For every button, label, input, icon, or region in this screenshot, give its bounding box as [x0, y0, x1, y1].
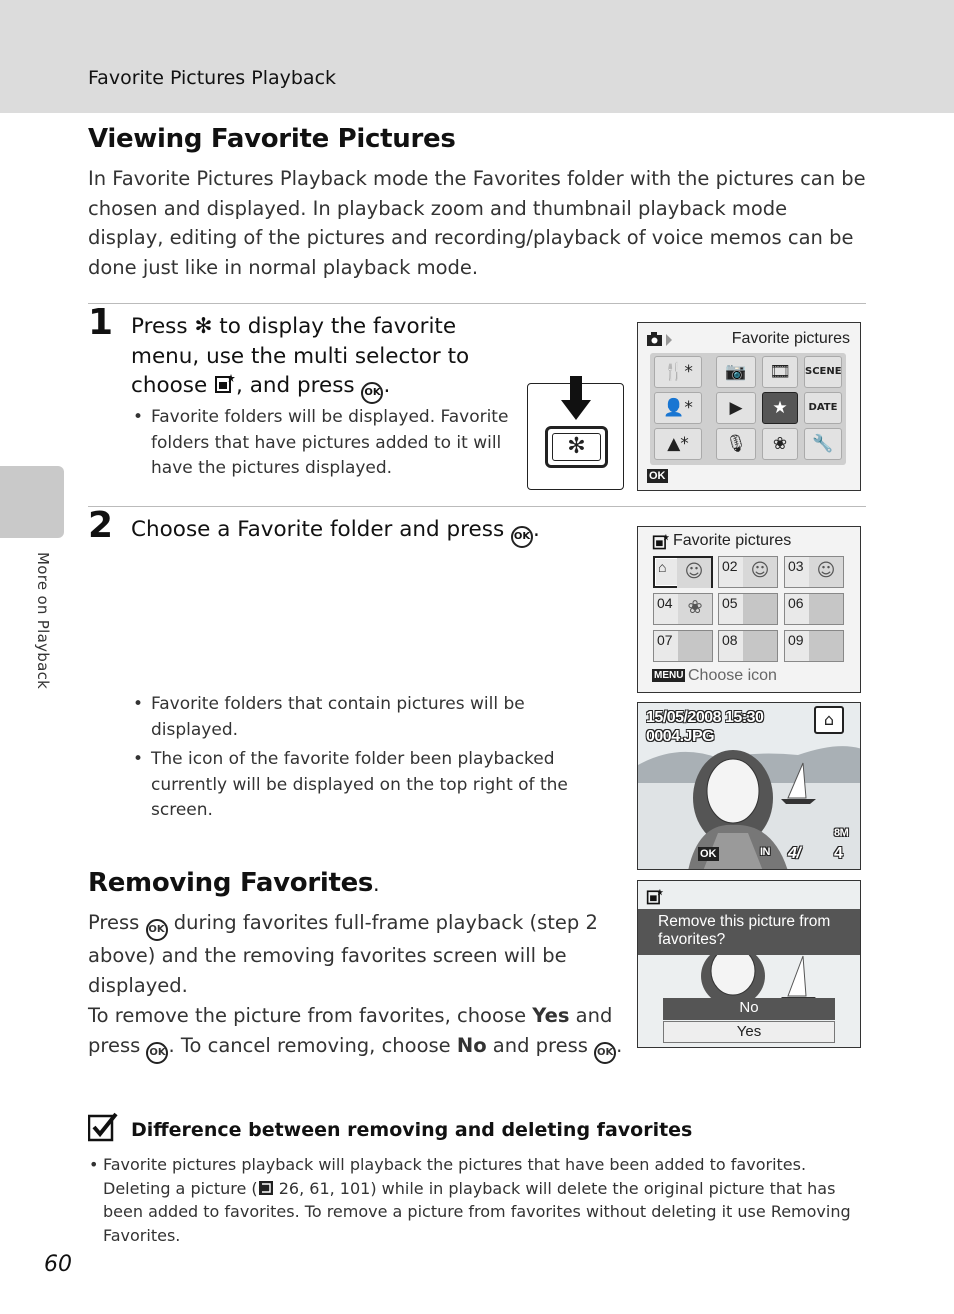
full-frame-playback-screen — [637, 702, 861, 870]
folder-thumb: 05 — [718, 593, 778, 625]
ok-button-icon: OK — [511, 526, 533, 548]
screen-title: Favorite pictures — [673, 532, 792, 549]
step-2-text: Choose a Favorite folder and press OK . — [131, 515, 601, 548]
photo-datetime: 15/05/2008 15:30 — [646, 709, 764, 726]
favorite-folders-screen — [637, 526, 861, 693]
list-item: • Favorite pictures playback will playback the pictures that have been added to favorites. Deleting a picture ( 26, 61, 101) while in playback will delete the original picture that has been added to favorites. To remove a picture from favorites without deleting it use Removing Favorites. — [88, 1153, 878, 1247]
menu-cell-auto-sort-icon: ❀ — [762, 428, 798, 460]
thumb-picture: ☺ — [809, 557, 843, 587]
favorites-menu-icon — [652, 533, 670, 551]
list-item: • Favorite folders will be displayed. Favorite folders that have pictures added to it will have the pictures displayed. — [131, 405, 511, 482]
menu-cell-voice-icon: 🎙 — [716, 428, 756, 460]
photo-counter: 4/ — [788, 845, 801, 862]
folder-thumb-01 — [653, 556, 713, 588]
favorite-menu-screen — [637, 322, 861, 491]
divider — [88, 303, 866, 304]
step-2-number: 2 — [88, 505, 114, 546]
favorite-button-illustration — [527, 383, 624, 490]
menu-cell-movie-icon: 🎞 — [762, 356, 798, 388]
thumb-picture: ☺ — [743, 557, 777, 587]
viewing-title: Viewing Favorite Pictures — [88, 124, 456, 154]
removing-paragraph-1: Press OK during favorites full-frame playback (step 2 above) and the removing favorites screen will be displayed. — [88, 911, 598, 997]
favorite-icon: ✻ — [194, 314, 213, 339]
folder-thumb: 03 ☺ — [784, 556, 844, 588]
side-tab — [0, 466, 64, 538]
menu-cell-food-icon: 🍴* — [654, 356, 702, 388]
step-1-text: Press ✻ to display the favorite menu, use the multi selector to choose , and press OK . — [131, 312, 511, 404]
image-size-indicator: 8M — [834, 827, 849, 839]
folder-thumb: 08 — [718, 630, 778, 662]
photo-total: 4 — [834, 845, 843, 862]
menu-cell-scene-icon: SCENE — [804, 356, 842, 388]
folder-thumb: 07 — [653, 630, 713, 662]
footer-hint: Choose icon — [688, 667, 777, 684]
thumb-picture: ❀ — [678, 594, 712, 624]
reference-book-icon — [258, 1180, 274, 1196]
menu-cell-favorites-icon: ★ — [762, 392, 798, 424]
check-note-icon — [88, 1112, 118, 1142]
favorite-icon: ✻ — [552, 433, 601, 461]
removing-title: Removing Favorites. — [88, 868, 380, 898]
list-item: • The icon of the favorite folder been playbacked currently will be displayed on the top right of the screen. — [131, 747, 611, 824]
ok-button-icon: OK — [361, 382, 383, 404]
memory-indicator: IN — [760, 846, 770, 858]
photo-filename: 0004.JPG — [646, 728, 715, 745]
header-band — [0, 0, 954, 113]
favorites-menu-icon — [214, 373, 236, 395]
side-tab-label: More on Playback — [34, 552, 52, 690]
press-arrow-icon — [561, 376, 591, 421]
note-title: Difference between removing and deleting favorites — [131, 1119, 693, 1141]
remove-favorite-screen — [637, 880, 861, 1048]
ok-button-icon: OK — [146, 919, 168, 941]
step-1-number: 1 — [88, 302, 114, 343]
menu-cell-setup-icon: 🔧 — [804, 428, 842, 460]
divider — [88, 506, 866, 507]
ok-button-icon: OK — [146, 1042, 168, 1064]
step-1-bullets — [131, 405, 511, 482]
menu-cell-landscape-icon: ▲* — [654, 428, 702, 460]
remove-prompt: Remove this picture from favorites? — [638, 909, 860, 955]
removing-paragraph-2: To remove the picture from favorites, choose Yes and press OK . To cancel removing, choose No and press OK . — [88, 1001, 628, 1064]
menu-cell-date-icon: DATE — [804, 392, 842, 424]
ok-badge: OK — [700, 848, 717, 860]
viewing-intro: In Favorite Pictures Playback mode the Favorites folder with the pictures can be chosen and displayed. In playback zoom and thumbnail playback mode display, editing of the pictures and recording/playback of voice memos can be done just like in normal playback mode. — [88, 167, 866, 279]
menu-cell-portrait-icon: 👤* — [654, 392, 702, 424]
menu-badge: MENU — [654, 670, 684, 681]
note-body — [88, 1153, 878, 1247]
folder-thumb: 09 — [784, 630, 844, 662]
option-no[interactable]: No — [663, 998, 835, 1020]
favorite-key — [545, 426, 608, 468]
step-2-bullets — [131, 692, 611, 824]
favorites-menu-icon — [646, 888, 664, 906]
building-icon: ⌂ — [658, 559, 667, 575]
menu-cell-playback-icon: ▶ — [716, 392, 756, 424]
screen-title: Favorite pictures — [731, 330, 850, 347]
camera-mode-icon — [647, 332, 677, 348]
folder-thumb: 04 ❀ — [653, 593, 713, 625]
list-item: • Favorite folders that contain pictures will be displayed. — [131, 692, 611, 743]
folder-thumb: 02 ☺ — [718, 556, 778, 588]
thumb-picture: ☺ — [677, 558, 711, 588]
menu-cell-camera-icon: 📷 — [716, 356, 756, 388]
favorite-folder-icon: ⌂ — [814, 706, 844, 734]
folder-thumb: 06 — [784, 593, 844, 625]
ok-badge: OK — [649, 470, 666, 482]
page-number: 60 — [44, 1252, 72, 1277]
section-header: Favorite Pictures Playback — [88, 67, 337, 89]
option-yes[interactable]: Yes — [663, 1021, 835, 1043]
ok-button-icon: OK — [594, 1042, 616, 1064]
